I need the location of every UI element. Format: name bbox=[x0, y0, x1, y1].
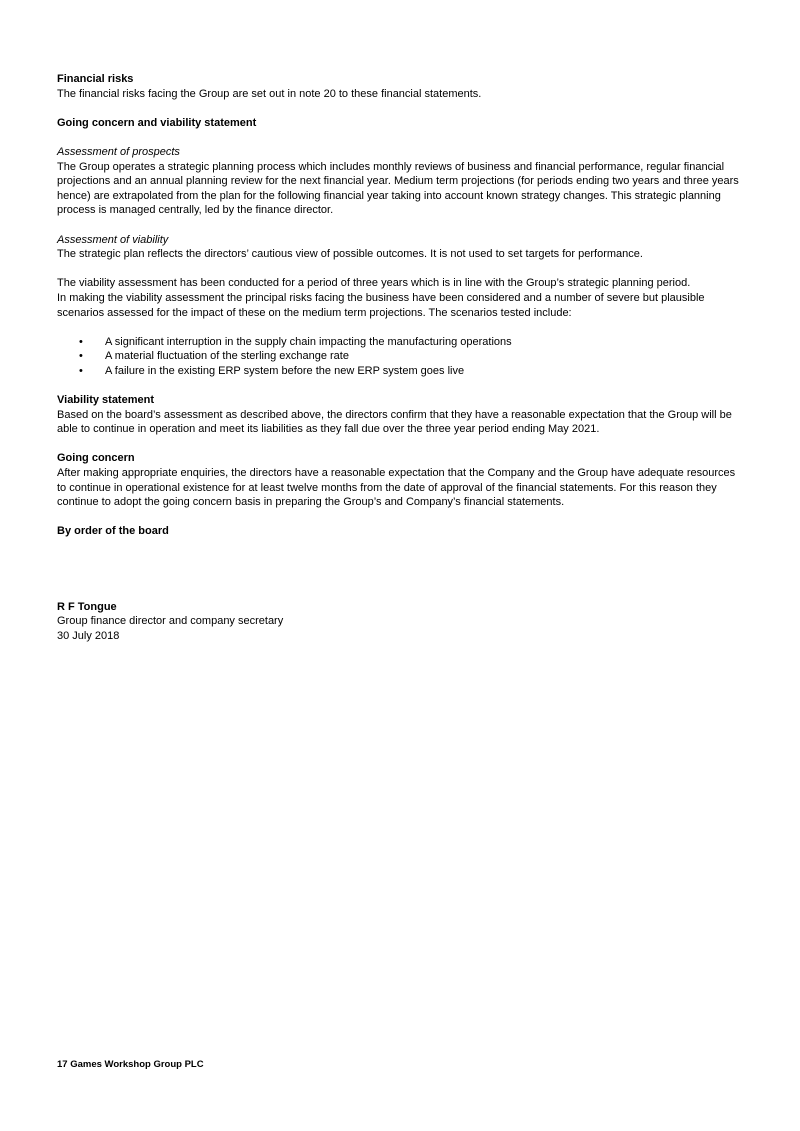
document-body bbox=[57, 72, 747, 643]
viability-statement-heading: Viability statement bbox=[57, 394, 154, 407]
signatory-name: R F Tongue bbox=[57, 600, 117, 613]
financial-risks-text: The financial risks facing the Group are set out in note 20 to these financial statements. bbox=[57, 87, 482, 100]
signoff-date: 30 July 2018 bbox=[57, 629, 120, 642]
going-concern-text: After making appropriate enquiries, the directors have a reasonable expectation that the Company and the Group have adequate resources to continue in operational existence for at least twelve months from the date of approval of the financial statements. For this reason they continue to adopt the going concern basis in preparing the Group’s and Company’s financial statements. bbox=[57, 467, 736, 509]
going-concern-viability-heading: Going concern and viability statement bbox=[57, 116, 257, 129]
bullet-icon: • bbox=[79, 335, 83, 348]
scenario-text: A significant interruption in the supply chain impacting the manufacturing operations bbox=[105, 335, 512, 348]
signatory-title: Group finance director and company secretary bbox=[57, 615, 284, 628]
scenario-text: A failure in the existing ERP system before the new ERP system goes live bbox=[105, 364, 465, 377]
scenario-item bbox=[57, 335, 747, 350]
viability-statement-text: Based on the board’s assessment as described above, the directors confirm that they have a reasonable expectation that the Group will be able to continue in operation and meet its liabilities as they fall due over the three year period ending May 2021. bbox=[57, 408, 732, 436]
prospects-text: The Group operates a strategic planning process which includes monthly reviews of business and financial performance, regular financial projections and an annual planning review for the next financial year. Medium term projections (for periods ending two years and three years hence) are extrapolated from the plan for the following financial year taking into account known strategy changes. This strategic planning process is managed centrally, led by the finance director. bbox=[57, 160, 739, 217]
page-footer: 17 Games Workshop Group PLC bbox=[57, 1059, 204, 1070]
assessment-paragraph-2: In making the viability assessment the principal risks facing the business have been considered and a number of severe but plausible scenarios assessed for the impact of these on the medium term projections. The scenarios tested include: bbox=[57, 291, 705, 319]
scenario-item bbox=[57, 364, 747, 379]
bullet-icon: • bbox=[79, 364, 83, 377]
by-order-of-board: By order of the board bbox=[57, 525, 169, 538]
scenario-list bbox=[57, 335, 747, 379]
going-concern-heading: Going concern bbox=[57, 452, 135, 465]
viability-subheading: Assessment of viability bbox=[57, 233, 169, 246]
financial-risks-heading: Financial risks bbox=[57, 73, 134, 85]
scenario-text: A material fluctuation of the sterling exchange rate bbox=[105, 350, 349, 363]
viability-text: The strategic plan reflects the directors’ cautious view of possible outcomes. It is not used to set targets for performance. bbox=[57, 248, 643, 261]
assessment-paragraph-1: The viability assessment has been conducted for a period of three years which is in line with the Group’s strategic planning period. bbox=[57, 277, 691, 290]
bullet-icon: • bbox=[79, 350, 83, 363]
prospects-subheading: Assessment of prospects bbox=[57, 145, 180, 158]
scenario-item bbox=[57, 349, 747, 364]
